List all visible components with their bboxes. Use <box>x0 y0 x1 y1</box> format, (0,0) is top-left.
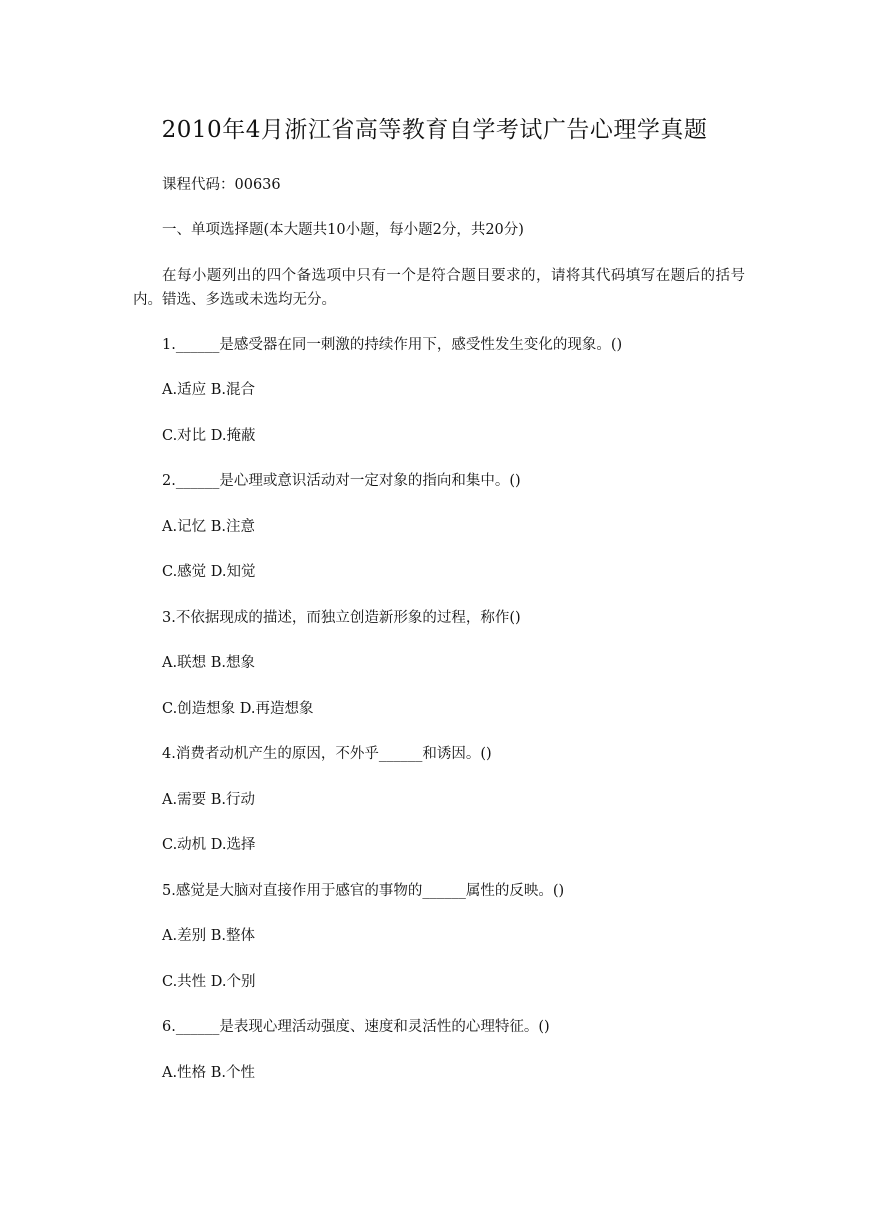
question-4-options-ab: A.需要 B.行动 <box>162 792 255 808</box>
question-1-options-ab: A.适应 B.混合 <box>162 382 255 398</box>
question-2-options-ab: A.记忆 B.注意 <box>162 519 255 535</box>
question-5-stem: 5.感觉是大脑对直接作用于感官的事物的______属性的反映。() <box>162 883 565 899</box>
section-heading: 一、单项选择题(本大题共10小题，每小题2分，共20分) <box>162 222 524 238</box>
question-5-options-cd: C.共性 D.个别 <box>162 974 256 990</box>
question-4-stem: 4.消费者动机产生的原因，不外乎______和诱因。() <box>162 746 492 762</box>
instructions-paragraph: 在每小题列出的四个备选项中只有一个是符合题目要求的，请将其代码填写在题后的括号内。错选、多选或未选均无分。 <box>133 268 745 308</box>
course-code: 课程代码：00636 <box>162 177 281 193</box>
question-1-stem: 1.______是感受器在同一刺激的持续作用下，感受性发生变化的现象。() <box>162 337 623 353</box>
question-3-options-ab: A.联想 B.想象 <box>162 655 255 671</box>
question-2-options-cd: C.感觉 D.知觉 <box>162 564 256 580</box>
question-5-options-ab: A.差别 B.整体 <box>162 928 255 944</box>
question-2-stem: 2.______是心理或意识活动对一定对象的指向和集中。() <box>162 473 521 489</box>
question-1-options-cd: C.对比 D.掩蔽 <box>162 428 256 444</box>
question-4-options-cd: C.动机 D.选择 <box>162 837 256 853</box>
question-3-options-cd: C.创造想象 D.再造想象 <box>162 701 314 717</box>
page-title: 2010年4月浙江省高等教育自学考试广告心理学真题 <box>161 117 708 143</box>
question-3-stem: 3.不依据现成的描述，而独立创造新形象的过程，称作() <box>162 610 521 626</box>
question-6-stem: 6.______是表现心理活动强度、速度和灵活性的心理特征。() <box>162 1019 550 1035</box>
question-6-options-ab: A.性格 B.个性 <box>162 1065 255 1081</box>
